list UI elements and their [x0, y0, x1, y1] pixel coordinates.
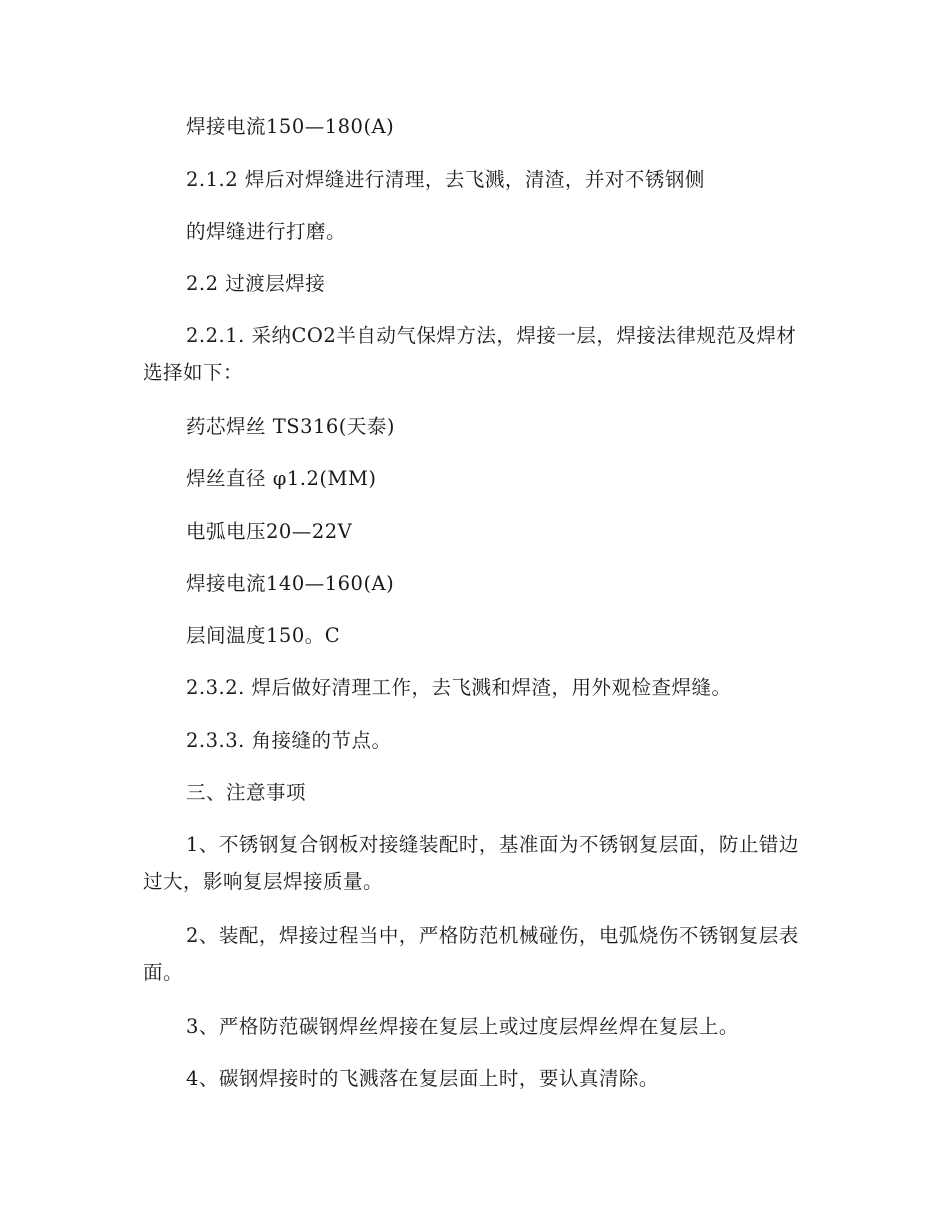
paragraph-flux-cored-wire: 药芯焊丝 TS316(天泰) — [186, 415, 395, 438]
paragraph-arc-voltage: 电弧电压20—22V — [186, 520, 353, 543]
heading-2-2: 2.2 过渡层焊接 — [186, 272, 326, 295]
paragraph-note-4: 4、碳钢焊接时的飞溅落在复层面上时，要认真清除。 — [186, 1067, 659, 1090]
paragraph-2-2-1: 2.2.1. 采纳CO2半自动气保焊方法，焊接一层，焊接法律规范及焊材选择如下： — [143, 324, 797, 384]
paragraph-note-3: 3、严格防范碳钢焊丝焊接在复层上或过度层焊丝焊在复层上。 — [186, 1015, 739, 1038]
paragraph-welding-current-2: 焊接电流140—160(A) — [186, 572, 395, 595]
paragraph-2-3-3: 2.3.3. 角接缝的节点。 — [186, 729, 392, 752]
paragraph-2-1-2: 2.1.2 焊后对焊缝进行清理，去飞溅，清渣，并对不锈钢侧 — [186, 168, 705, 191]
paragraph-note-2: 2、装配，焊接过程当中，严格防范机械碰伤，电弧烧伤不锈钢复层表面。 — [143, 924, 799, 984]
paragraph-interpass-temperature: 层间温度150。C — [186, 624, 341, 647]
paragraph-2-1-2-continued: 的焊缝进行打磨。 — [186, 220, 347, 243]
paragraph-welding-current-1: 焊接电流150—180(A) — [186, 115, 395, 138]
paragraph-note-1: 1、不锈钢复合钢板对接缝装配时，基准面为不锈钢复层面，防止错边过大，影响复层焊接质量。 — [143, 833, 799, 893]
paragraph-wire-diameter: 焊丝直径 φ1.2(MM) — [186, 467, 377, 490]
paragraph-2-3-2: 2.3.2. 焊后做好清理工作，去飞溅和焊渣，用外观检查焊缝。 — [186, 676, 732, 699]
heading-section-3: 三、注意事项 — [186, 781, 307, 804]
